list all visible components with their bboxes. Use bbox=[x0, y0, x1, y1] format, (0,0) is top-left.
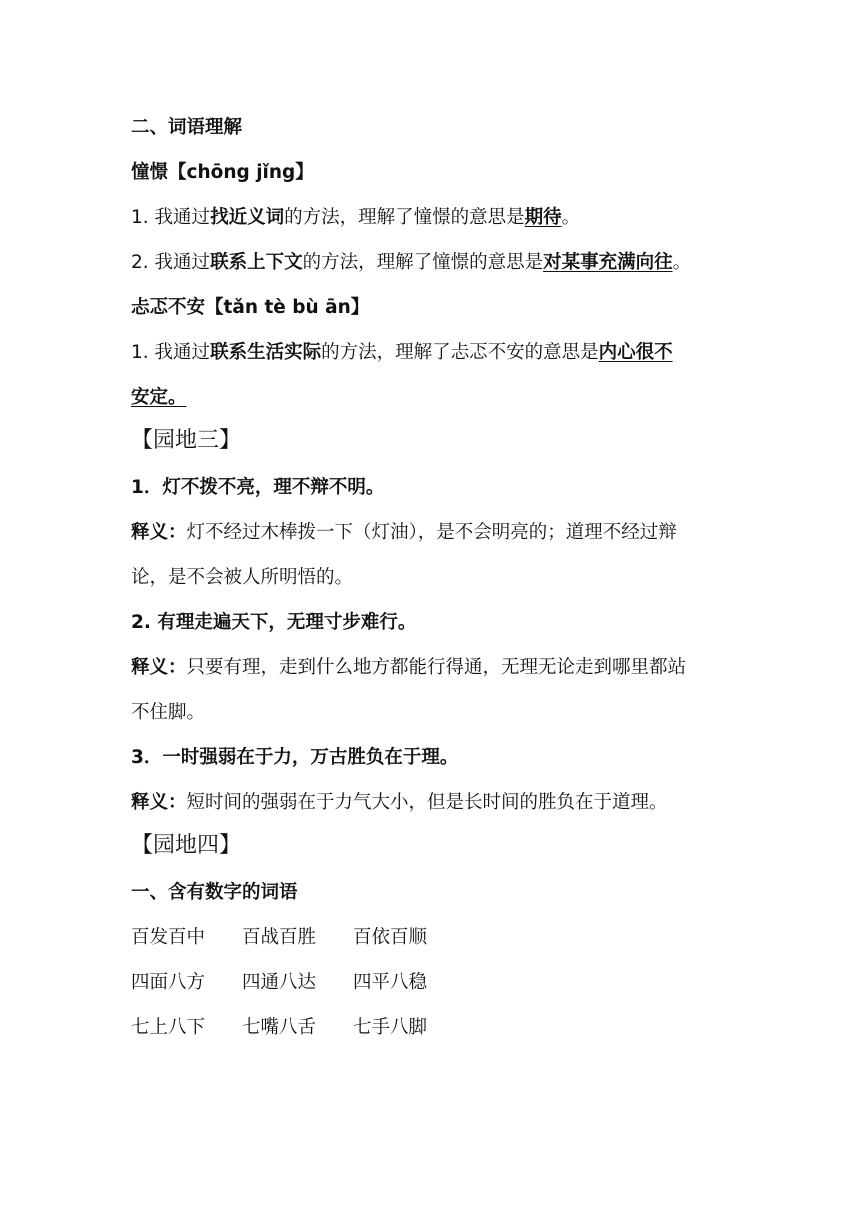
method-text: 联系上下文 bbox=[210, 252, 303, 273]
answer-text: 内心很不 bbox=[598, 342, 673, 363]
idiom: 七嘴八舌 bbox=[242, 1017, 317, 1038]
method-text: 联系生活实际 bbox=[210, 342, 322, 363]
item-text: 我通过 bbox=[154, 207, 211, 228]
explanation-text: 短时间的强弱在于力气大小，但是长时间的胜负在于道理。 bbox=[186, 792, 668, 813]
tante-item-1 bbox=[131, 340, 673, 366]
explanation-text: 只要有理，走到什么地方都能行得通，无理无论走到哪里都站 bbox=[186, 657, 687, 678]
method-text: 找近义词 bbox=[210, 207, 285, 228]
proverb-explanation-3 bbox=[131, 790, 668, 816]
idiom: 百发百中 bbox=[131, 927, 206, 948]
proverb-explanation-1 bbox=[131, 520, 677, 546]
word-title-tante: 忐忑不安【tǎn tè bù ān】 bbox=[131, 297, 370, 318]
idiom: 四平八稳 bbox=[353, 972, 428, 993]
word-title-chongjing: 憧憬【chōng jǐng】 bbox=[131, 162, 314, 183]
idiom: 四通八达 bbox=[242, 972, 317, 993]
idiom: 百战百胜 bbox=[242, 927, 317, 948]
proverb-title-1: 1．灯不拨不亮，理不辩不明。 bbox=[131, 477, 385, 498]
chongjing-item-2 bbox=[131, 250, 691, 276]
subheading-number-words: 一、含有数字的词语 bbox=[131, 882, 298, 903]
item-text: 。 bbox=[672, 252, 692, 273]
item-number: 1. bbox=[131, 207, 149, 228]
idiom-row bbox=[131, 970, 464, 996]
idiom: 百依百顺 bbox=[353, 927, 428, 948]
item-text: 的方法，理解了憧憬的意思是 bbox=[302, 252, 544, 273]
proverb-explanation-2 bbox=[131, 655, 686, 681]
item-text: 。 bbox=[561, 207, 581, 228]
section-heading-yuandi4: 【园地四】 bbox=[131, 833, 242, 858]
explanation-text: 灯不经过木棒拨一下（灯油），是不会明亮的；道理不经过辩 bbox=[186, 522, 677, 543]
answer-text: 期待 bbox=[524, 207, 562, 228]
answer-text-continued: 安定。 bbox=[131, 387, 187, 408]
chongjing-item-1 bbox=[131, 205, 580, 231]
section-heading-word-understanding: 二、词语理解 bbox=[131, 117, 243, 138]
explanation-text-continued: 不住脚。 bbox=[131, 702, 206, 723]
idiom-row bbox=[131, 925, 464, 951]
explanation-label: 释义： bbox=[131, 657, 187, 678]
item-number: 1. bbox=[131, 342, 149, 363]
idiom: 七上八下 bbox=[131, 1017, 206, 1038]
proverb-title-3: 3．一时强弱在于力，万古胜负在于理。 bbox=[131, 747, 459, 768]
item-text: 的方法，理解了忐忑不安的意思是 bbox=[321, 342, 599, 363]
explanation-text-continued: 论，是不会被人所明悟的。 bbox=[131, 567, 354, 588]
idiom-row bbox=[131, 1015, 464, 1041]
item-text: 我通过 bbox=[154, 252, 211, 273]
item-text: 我通过 bbox=[154, 342, 211, 363]
idiom: 四面八方 bbox=[131, 972, 206, 993]
answer-text: 对某事充满向往 bbox=[543, 252, 673, 273]
proverb-title-2: 2. 有理走遍天下，无理寸步难行。 bbox=[131, 612, 417, 633]
explanation-label: 释义： bbox=[131, 522, 187, 543]
idiom: 七手八脚 bbox=[353, 1017, 428, 1038]
item-number: 2. bbox=[131, 252, 149, 273]
item-text: 的方法，理解了憧憬的意思是 bbox=[284, 207, 525, 228]
explanation-label: 释义： bbox=[131, 792, 187, 813]
section-heading-yuandi3: 【园地三】 bbox=[131, 428, 242, 453]
